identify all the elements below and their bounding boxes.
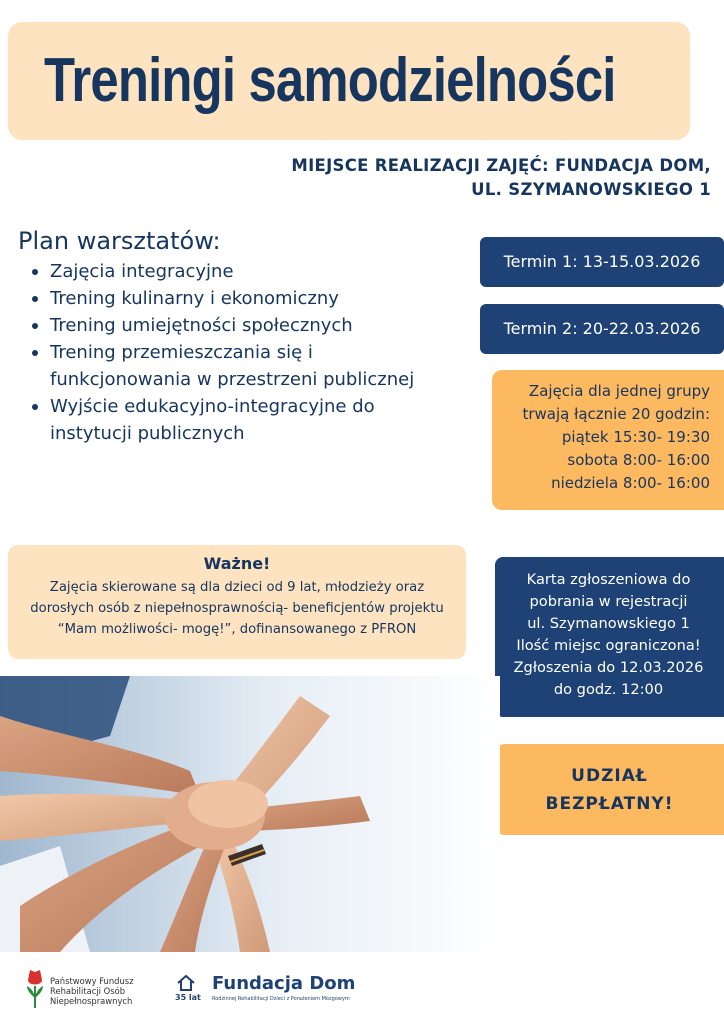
plan-item: Wyjście edukacyjno-integracyjne do instytucji publicznych [32, 393, 432, 447]
schedule-box [492, 370, 724, 510]
fundacja-dom-logo [172, 968, 372, 1012]
dom-years: 35 lat [175, 993, 201, 1002]
plan-heading: Plan warsztatów: [18, 227, 221, 255]
registration-line: Ilość miejsc ograniczona! [516, 637, 701, 654]
important-box [8, 545, 466, 659]
free-participation-box [495, 744, 724, 835]
free-line-2: BEZPŁATNY! [545, 794, 674, 814]
schedule-line: sobota 8:00- 16:00 [567, 451, 710, 469]
schedule-line: trwają łącznie 20 godzin: [522, 405, 710, 423]
registration-line: ul. Szymanowskiego 1 [527, 615, 690, 632]
registration-line: Zgłoszenia do 12.03.2026 [513, 659, 704, 676]
pfron-line: Rehabilitacji Osób [50, 986, 126, 996]
registration-box [495, 557, 724, 717]
plan-item: Trening przemieszczania się i funkcjonowania w przestrzeni publicznej [32, 339, 432, 393]
pfron-logo [24, 968, 164, 1012]
schedule-line: niedziela 8:00- 16:00 [551, 474, 710, 492]
pfron-name [50, 976, 134, 1006]
pfron-tulip-icon [24, 968, 46, 1012]
hands-together-photo [0, 676, 500, 952]
location-info [191, 154, 711, 202]
location-line-2: UL. SZYMANOWSKIEGO 1 [471, 180, 711, 199]
plan-item: Trening umiejętności społecznych [32, 312, 432, 339]
important-title: Ważne! [203, 554, 271, 573]
page-title: Treningi samodzielności [44, 46, 616, 115]
plan-item: Trening kulinarny i ekonomiczny [32, 285, 432, 312]
term-1-badge: Termin 1: 13-15.03.2026 [480, 237, 724, 287]
important-text: Zajęcia skierowane są dla dzieci od 9 lat, młodzieży oraz dorosłych osób z niepełnosprawnością- beneficjentów projektu “Mam możliwości- mogę!”, dofinansowanego z PFRON [30, 580, 444, 637]
pfron-line: Państwowy Fundusz [50, 976, 134, 986]
pfron-line: Niepełnosprawnych [50, 996, 133, 1006]
house-icon [176, 974, 196, 992]
registration-line: Karta zgłoszeniowa do [526, 571, 691, 588]
location-line-1: MIEJSCE REALIZACJI ZAJĘĆ: FUNDACJA DOM, [291, 156, 711, 175]
dom-name: Fundacja Dom [212, 973, 356, 994]
registration-line: do godz. 12:00 [553, 681, 664, 698]
term-2-badge: Termin 2: 20-22.03.2026 [480, 304, 724, 354]
schedule-line: Zajęcia dla jednej grupy [528, 382, 710, 400]
dom-subtitle: Rodzinnej Rehabilitacji Dzieci z Porażeniem Mózgowym [212, 996, 350, 1002]
free-line-1: UDZIAŁ [571, 766, 648, 786]
registration-line: pobrania w rejestracji [529, 593, 688, 610]
plan-list [32, 258, 432, 447]
plan-item: Zajęcia integracyjne [32, 258, 432, 285]
schedule-line: piątek 15:30- 19:30 [561, 428, 710, 446]
